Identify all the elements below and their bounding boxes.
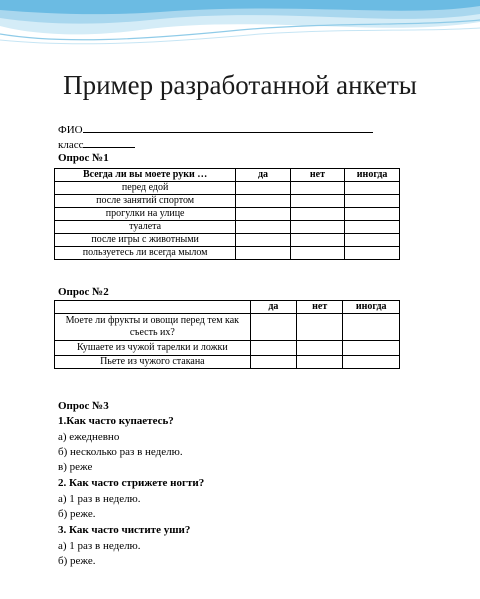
question-1: 1.Как часто купаетесь?	[58, 415, 174, 427]
answer-cell[interactable]	[345, 247, 400, 260]
answer-cell[interactable]	[236, 182, 290, 195]
answer-cell[interactable]	[290, 247, 345, 260]
table-header-cell: нет	[297, 301, 343, 314]
answer-cell[interactable]	[345, 182, 400, 195]
answer-cell[interactable]	[343, 341, 400, 356]
table-row	[55, 356, 400, 369]
answer-cell[interactable]	[290, 182, 345, 195]
class-label: класс	[58, 139, 84, 151]
answer-cell[interactable]	[250, 314, 296, 341]
table-header-cell	[55, 301, 251, 314]
table-cell: Пьете из чужого стакана	[55, 356, 251, 369]
class-underline	[83, 137, 135, 148]
table-row	[55, 234, 400, 247]
q2-option-b: б) реже.	[58, 508, 96, 520]
class-line	[58, 137, 135, 152]
answer-cell[interactable]	[345, 195, 400, 208]
survey2-heading: Опрос №2	[58, 286, 109, 298]
answer-cell[interactable]	[290, 234, 345, 247]
answer-cell[interactable]	[290, 195, 345, 208]
table-row	[55, 195, 400, 208]
table-row	[55, 314, 400, 341]
header-waves-decoration	[0, 0, 480, 60]
questionnaire-document	[52, 116, 400, 586]
table-header-cell: да	[250, 301, 296, 314]
q1-option-c: в) реже	[58, 461, 93, 473]
survey1-heading: Опрос №1	[58, 152, 109, 164]
table-cell: прогулки на улице	[55, 208, 236, 221]
question-3: 3. Как часто чистите уши?	[58, 524, 191, 536]
fio-underline	[83, 122, 373, 133]
table-row	[55, 182, 400, 195]
q1-option-a: а) ежедневно	[58, 431, 120, 443]
answer-cell[interactable]	[297, 356, 343, 369]
survey3-heading: Опрос №3	[58, 400, 109, 412]
answer-cell[interactable]	[236, 195, 290, 208]
answer-cell[interactable]	[345, 234, 400, 247]
question-2: 2. Как часто стрижете ногти?	[58, 477, 205, 489]
table-header-cell: да	[236, 169, 290, 182]
answer-cell[interactable]	[345, 208, 400, 221]
table-row	[55, 341, 400, 356]
answer-cell[interactable]	[297, 341, 343, 356]
survey2-table	[54, 300, 400, 369]
q2-option-a: а) 1 раз в неделю.	[58, 493, 141, 505]
fio-line	[58, 122, 373, 137]
table-cell: Кушаете из чужой тарелки и ложки	[55, 341, 251, 356]
table-row	[55, 247, 400, 260]
answer-cell[interactable]	[250, 341, 296, 356]
slide-title: Пример разработанной анкеты	[63, 70, 417, 100]
answer-cell[interactable]	[345, 221, 400, 234]
table-cell: после занятий спортом	[55, 195, 236, 208]
fio-label: ФИО	[58, 124, 83, 136]
table-header-cell: нет	[290, 169, 345, 182]
answer-cell[interactable]	[343, 314, 400, 341]
table-header-cell: иногда	[343, 301, 400, 314]
answer-cell[interactable]	[290, 221, 345, 234]
answer-cell[interactable]	[250, 356, 296, 369]
table-header-row	[55, 301, 400, 314]
table-header-cell: иногда	[345, 169, 400, 182]
answer-cell[interactable]	[236, 221, 290, 234]
table-cell: пользуетесь ли всегда мылом	[55, 247, 236, 260]
table-cell: после игры с животными	[55, 234, 236, 247]
answer-cell[interactable]	[236, 208, 290, 221]
q1-option-b: б) несколько раз в неделю.	[58, 446, 183, 458]
survey1-table	[54, 168, 400, 260]
table-row	[55, 221, 400, 234]
q3-option-a: а) 1 раз в неделю.	[58, 540, 141, 552]
table-cell: Моете ли фрукты и овощи перед тем как съесть их?	[55, 314, 251, 341]
table-cell: перед едой	[55, 182, 236, 195]
table-cell: туалета	[55, 221, 236, 234]
answer-cell[interactable]	[290, 208, 345, 221]
answer-cell[interactable]	[343, 356, 400, 369]
table-header-cell: Всегда ли вы моете руки …	[55, 169, 236, 182]
answer-cell[interactable]	[236, 234, 290, 247]
answer-cell[interactable]	[297, 314, 343, 341]
q3-option-b: б) реже.	[58, 555, 96, 567]
table-row	[55, 208, 400, 221]
table-header-row	[55, 169, 400, 182]
answer-cell[interactable]	[236, 247, 290, 260]
